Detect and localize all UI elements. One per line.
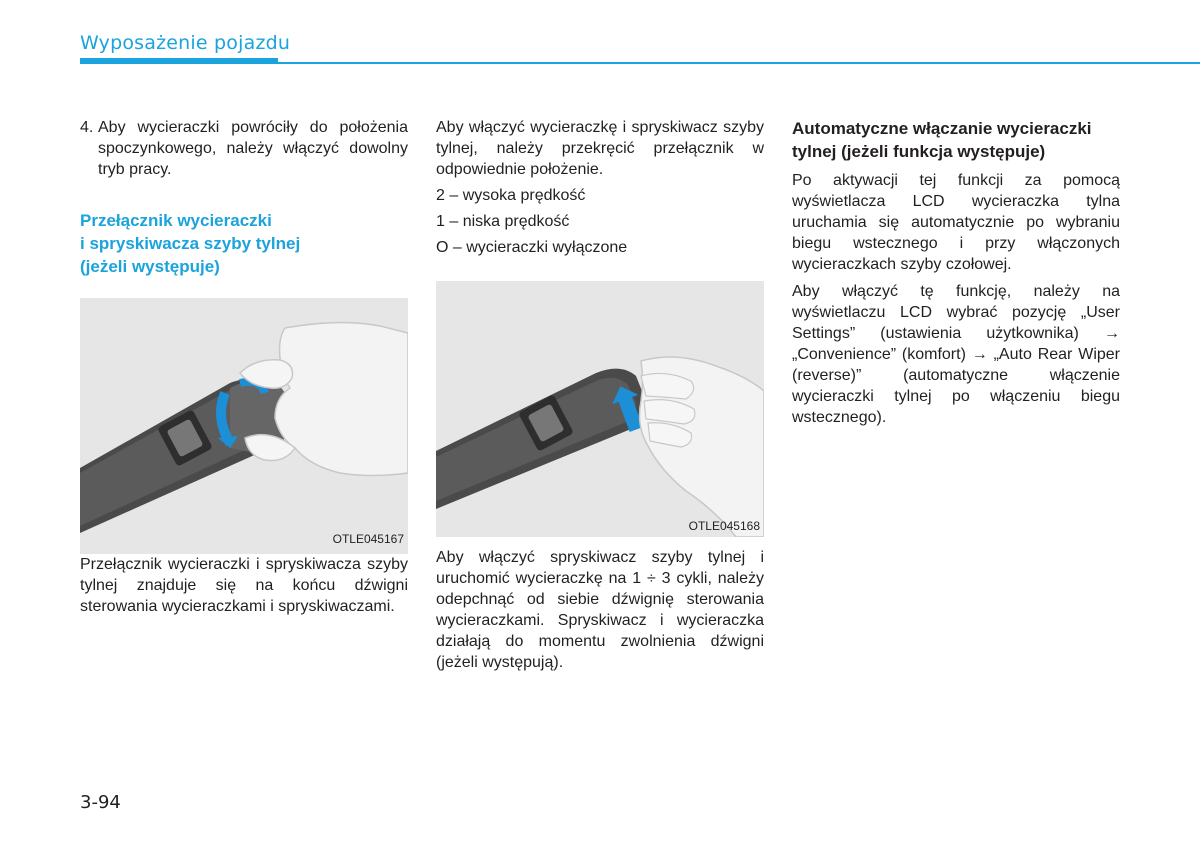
auto-rear-wiper-heading: Automatyczne włączanie wycieraczki tylnej (jeżeli funkcja występuje) xyxy=(792,119,1092,161)
washer-paragraph: Aby włączyć spryskiwacz szyby tylnej i uruchomić wycieraczkę na 1 ÷ 3 cykli, należy odepchnąć od siebie dźwignię sterowania wycieraczkami. Spryskiwacz i wycieraczka działają do momentu zwolnienia dźwigni (jeżeli występują). xyxy=(436,549,764,671)
column-1 xyxy=(80,117,408,617)
page-number: 3-94 xyxy=(80,792,121,813)
subheading-line-2: i spryskiwacza szyby tylnej xyxy=(80,234,301,253)
column-2 xyxy=(436,117,764,263)
subheading-line-3: (jeżeli występuje) xyxy=(80,257,220,276)
wiper-positions-list xyxy=(436,185,764,258)
position-high: 2 – wysoka prędkość xyxy=(436,187,586,204)
switch-location-paragraph: Przełącznik wycieraczki i spryskiwacza szyby tylnej znajduje się na końcu dźwigni sterowania wycieraczkami i spryskiwaczami. xyxy=(80,556,408,615)
wiper-rotate-illustration xyxy=(80,298,408,554)
position-off: O – wycieraczki wyłączone xyxy=(436,239,628,256)
figure-wiper-switch-push xyxy=(436,281,764,537)
header-rule xyxy=(80,62,1200,64)
rotate-intro-paragraph: Aby włączyć wycieraczkę i spryskiwacz szyby tylnej, należy przekręcić przełącznik w odpowiednie położenie. xyxy=(436,119,764,178)
auto-wiper-paragraph-2: Aby włączyć tę funkcję, należy na wyświetlaczu LCD wybrać pozycję „User Settings” (ustawienia użytkownika) → „Convenience” (komfort) → „Auto Rear Wiper (reverse)” (automatyczne włączenie wycieraczki tylnej po włączeniu biegu wstecznego). xyxy=(792,283,1120,426)
column-2-bottom xyxy=(436,547,764,673)
section-title: Wyposażenie pojazdu xyxy=(80,32,291,54)
step-4 xyxy=(80,117,408,180)
step-number: 4. xyxy=(80,119,94,136)
step-text: Aby wycieraczki powróciły do położenia spoczynkowego, należy włączyć dowolny tryb pracy. xyxy=(98,119,408,178)
rear-wiper-subheading xyxy=(80,209,408,278)
figure-code: OTLE045168 xyxy=(688,519,760,533)
column-3 xyxy=(792,117,1120,434)
auto-wiper-paragraph-1: Po aktywacji tej funkcji za pomocą wyświetlacza LCD wycieraczka tylna uruchamia się automatycznie po wybraniu biegu wstecznego i przy włączonych wycieraczkach szyby czołowej. xyxy=(792,172,1120,273)
position-low: 1 – niska prędkość xyxy=(436,213,570,230)
figure-code: OTLE045167 xyxy=(332,532,404,546)
figure-wiper-switch-rotate xyxy=(80,298,408,554)
wiper-push-illustration xyxy=(436,281,764,537)
subheading-line-1: Przełącznik wycieraczki xyxy=(80,211,272,230)
